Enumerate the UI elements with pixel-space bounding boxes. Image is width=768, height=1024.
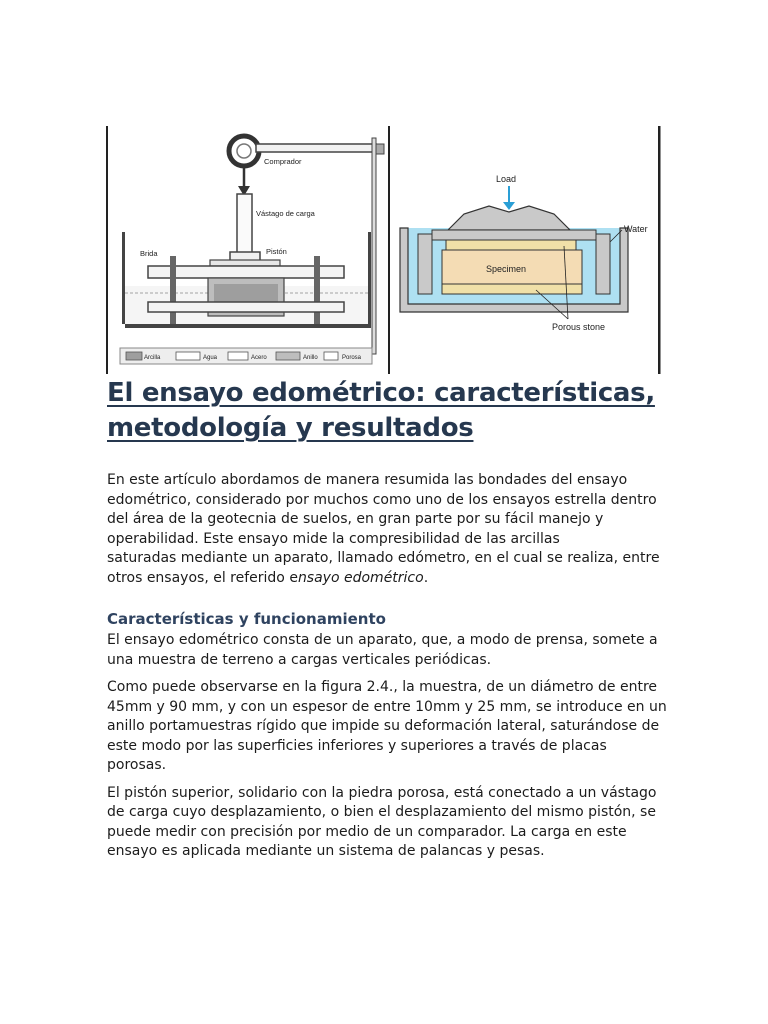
intro-text: . bbox=[423, 569, 429, 586]
intro-emphasis: nsayo edométrico bbox=[297, 569, 424, 586]
figure-divider bbox=[388, 126, 390, 374]
paragraph-line: 45mm y 90 mm, y con un espesor de entre 10mm y 25 mm, se introduce en un bbox=[107, 698, 667, 715]
intro-paragraph bbox=[107, 471, 667, 588]
section-heading: Características y funcionamiento bbox=[107, 610, 386, 628]
oedometer-diagram bbox=[106, 126, 662, 374]
paragraph-line: anillo portamuestras rígido que impide su deformación lateral, saturándose de bbox=[107, 718, 660, 734]
intro-line: En este artículo abordamos de manera resumida las bondades del ensayo bbox=[107, 472, 628, 488]
section-body bbox=[107, 609, 667, 870]
rod-label: Vástago de carga bbox=[256, 209, 315, 218]
loading-rod bbox=[237, 194, 252, 254]
legend-clay: Arcilla bbox=[144, 355, 161, 361]
paragraph-line: El ensayo edométrico consta de un aparato, que, a modo de prensa, somete a bbox=[107, 632, 658, 648]
piston-label: Pistón bbox=[266, 247, 287, 256]
intro-text: otros ensayos, el referido e bbox=[107, 569, 298, 586]
left-diagram bbox=[120, 136, 384, 364]
legend-water: Agua bbox=[203, 355, 218, 361]
legend-ring: Anillo bbox=[303, 355, 318, 361]
legend-porous: Porosa bbox=[342, 355, 362, 361]
load-label: Load bbox=[496, 174, 517, 184]
intro-line: operabilidad. Este ensayo mide la compresibilidad de las arcillas bbox=[107, 530, 560, 547]
intro-line bbox=[107, 569, 667, 589]
porous-stone-label: Porous stone bbox=[552, 322, 606, 332]
paragraph-line: Como puede observarse en la figura 2.4., la muestra, de un diámetro de entre bbox=[107, 679, 657, 695]
intro-line: saturadas mediante un aparato, llamado edómetro, en el cual se realiza, entre bbox=[107, 550, 660, 566]
paragraph-line: puede medir con precisión por medio de un comparador. La carga en este bbox=[107, 823, 627, 840]
intro-line: del área de la geotecnia de suelos, en gran parte por su fácil manejo y bbox=[107, 511, 604, 527]
section-paragraph bbox=[107, 631, 667, 670]
figure-left-border bbox=[106, 126, 108, 374]
document-title: El ensayo edométrico: características, metodología y resultados bbox=[107, 378, 655, 443]
load-arrow-icon bbox=[503, 202, 515, 210]
flange-label: Brida bbox=[140, 249, 158, 258]
paragraph-line: de carga cuyo desplazamiento, o bien el desplazamiento del mismo pistón, se bbox=[107, 804, 656, 820]
section-paragraph bbox=[107, 784, 667, 862]
specimen-label: Specimen bbox=[486, 264, 527, 274]
oedometer-figure bbox=[106, 126, 662, 374]
paragraph-line: una muestra de terreno a cargas verticales periódicas. bbox=[107, 651, 492, 668]
water-label: Water bbox=[624, 224, 648, 234]
legend-steel: Acero bbox=[251, 355, 267, 361]
paragraph-line: este modo por las superficies inferiores y superiores a través de placas porosas. bbox=[107, 737, 607, 773]
figure-right-border bbox=[658, 126, 661, 374]
section-paragraph bbox=[107, 678, 667, 776]
comparator-label: Comprador bbox=[264, 157, 302, 166]
paragraph-line: El pistón superior, solidario con la piedra porosa, está conectado a un vástago bbox=[107, 784, 657, 801]
paragraph-line: ensayo es aplicada mediante un sistema de palancas y pesas. bbox=[107, 843, 545, 859]
right-diagram bbox=[400, 174, 648, 332]
intro-line: edométrico, considerado por muchos como uno de los ensayos estrella dentro bbox=[107, 491, 657, 508]
